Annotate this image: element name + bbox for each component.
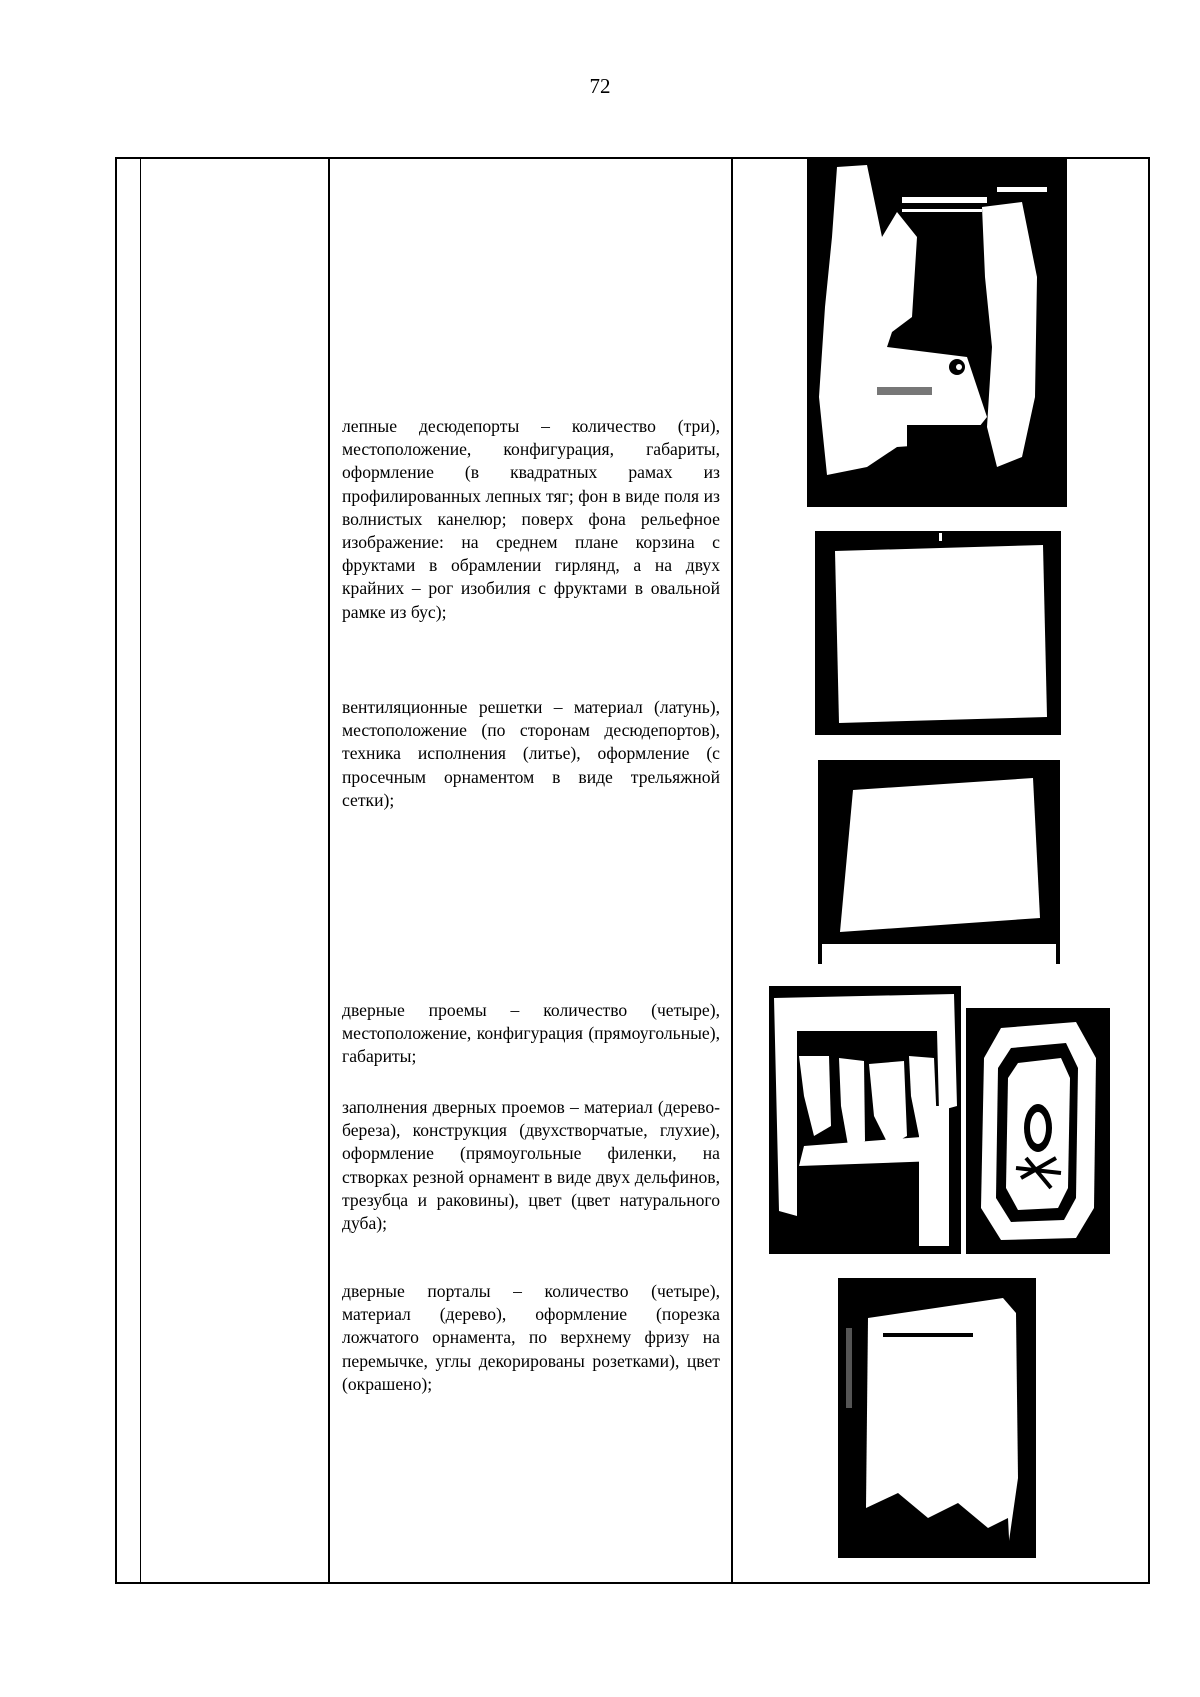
entry-door-fillings: заполнения дверных проемов – материал (дерево-береза), конструкция (двухстворчатые, глухие), оформление (прямоугольные филенки, на створках резной орнамент в виде двух дельфинов, трезубца и раковины), цвет (цвет натурального дуба); [342,1097,720,1234]
table-col-divider-3 [731,157,733,1584]
photo-carved-door-panel [966,1008,1110,1254]
page-number: 72 [589,74,611,98]
table-border-left [115,157,117,1584]
photo-doorway [769,986,961,1254]
photo-room-interior [807,157,1067,507]
photo-desudeport-frame [815,531,1061,735]
photo-vent-grille [818,760,1060,964]
table-border-bottom [115,1582,1150,1584]
entry-door-portals: дверные порталы – количество (четыре), материал (дерево), оформление (порезка ложчатого орнамента, по верхнему фризу на перемычке, углы декорированы розетками), цвет (окрашено); [342,1281,720,1394]
entry-desudeports: лепные десюдепорты – количество (три), местоположение, конфигурация, габариты, оформление (в квадратных рамах из профилированных лепных тяг; фон в виде поля из волнистых канелюр; поверх фона рельефное изображение: на среднем плане корзина с фруктами в обрамлении гирлянд, а на двух крайних – рог изобилия с фруктами в овальной рамке из бус); [342,416,720,622]
entry-door-openings: дверные проемы – количество (четыре), местоположение, конфигурация (прямоугольные), габариты; [342,1000,720,1067]
table-col-divider-1 [140,157,141,1584]
photo-door-portal [838,1278,1036,1558]
table-col-divider-2 [328,157,330,1584]
table-border-right [1148,157,1150,1584]
entry-vent-grilles: вентиляционные решетки – материал (латунь), местоположение (по сторонам десюдепортов), техника исполнения (литье), оформление (с просечным орнаментом в виде трельяжной сетки); [342,697,720,810]
